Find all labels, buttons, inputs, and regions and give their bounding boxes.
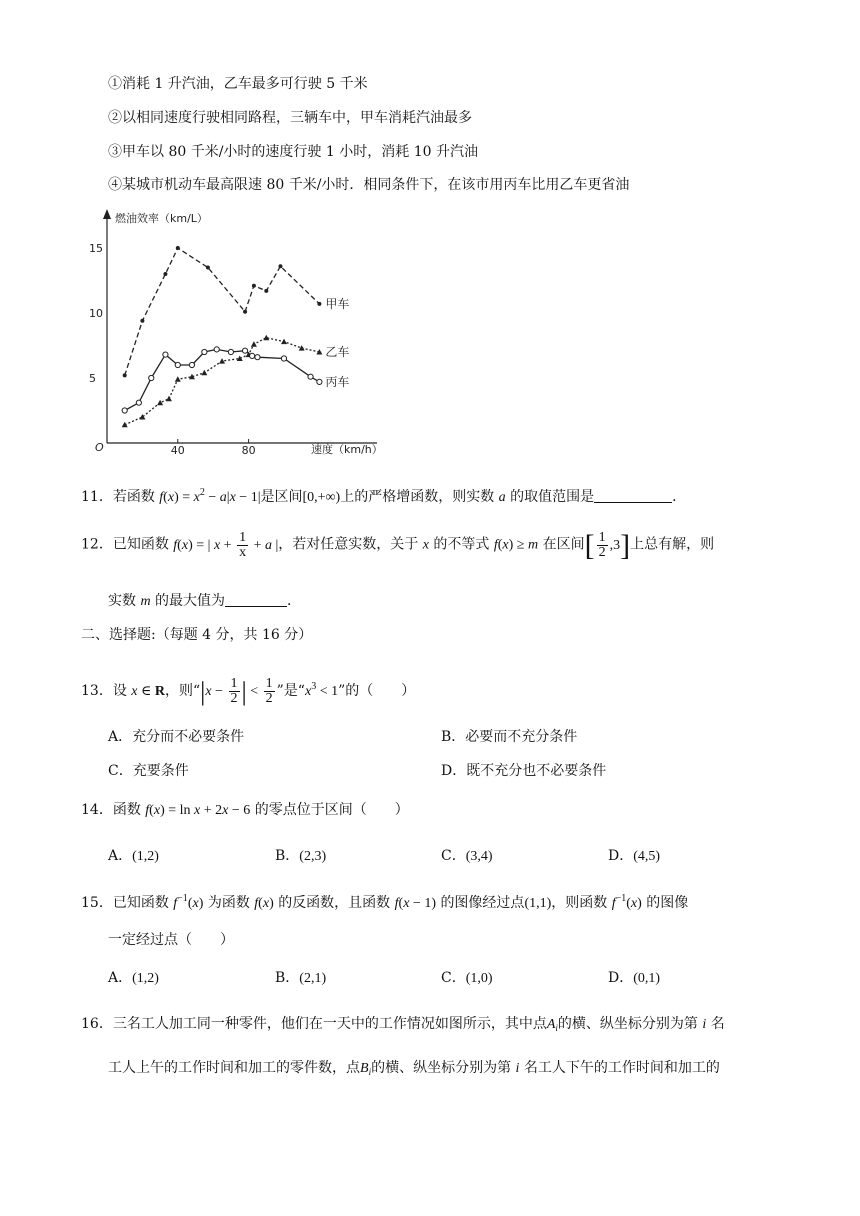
series-label: 乙车: [325, 345, 350, 359]
question-number: 12．: [81, 536, 113, 553]
question-number: 16．: [81, 1016, 113, 1032]
statement-1: ①消耗 1 升汽油，乙车最多可行驶 5 千米: [108, 76, 368, 92]
data-point: [228, 349, 233, 354]
q14-function: f(x) = ln x + 2x − 6: [145, 803, 251, 818]
q15-shifted: f(x − 1): [394, 896, 436, 911]
q13-option-c[interactable]: C．充要条件: [108, 763, 189, 779]
y-tick-label: 15: [89, 242, 103, 255]
question-15: 15．已知函数 $f^{-1}(x)$ 为函数 f(x) 的反函数，且函数 f(x − 1) 的图像经过点(1,1)，则函数 $f^{-1}(x)$ 的图像: [81, 893, 689, 911]
q13-set: x ∈ R: [131, 684, 165, 699]
chart-axes: [95, 209, 383, 455]
data-point: [149, 375, 154, 380]
origin-label: O: [95, 441, 104, 454]
y-tick-label: 5: [89, 372, 96, 385]
data-point: [175, 362, 180, 367]
question-16: 16．三名工人加工同一种零件，他们在一天中的工作情况如图所示，其中点$A_i$的横、纵坐标分别为第 i 名: [81, 1016, 725, 1033]
section-title: 二、选择题:（每题 4 分，共 16 分）: [81, 627, 313, 643]
series-line-1: [125, 248, 320, 375]
q12-interval: [ $\frac{1}{2}$ ,3]: [584, 528, 631, 562]
q11-text-pre: 若函数: [112, 489, 155, 505]
q13-condition-2: $x^3 < 1$: [304, 681, 339, 699]
data-point: [201, 370, 207, 376]
question-number: 13．: [81, 683, 113, 699]
data-point: [281, 356, 286, 361]
y-axis-label: 燃油效率（km/L）: [115, 212, 208, 225]
q12-function: f(x) = | x + $\frac{1}{x}$ + a |: [173, 530, 279, 560]
q11-text-3: 的取值范围是: [510, 489, 595, 505]
statement-4: ④某城市机动车最高限速 80 千米/小时．相同条件下，在该市用丙车比用乙车更省油: [108, 177, 630, 193]
q15-option-b[interactable]: B．(2,1): [275, 970, 327, 986]
data-point: [252, 284, 256, 288]
question-15-line-2: 一定经过点（ ）: [108, 932, 234, 948]
question-14: 14．函数 f(x) = ln x + 2x − 6 的零点位于区间（ ）: [81, 802, 409, 818]
data-point: [122, 422, 128, 428]
data-point: [263, 335, 269, 341]
q14-option-a[interactable]: A．(1,2): [108, 848, 159, 864]
data-point: [251, 341, 257, 347]
q11-var-a: a: [498, 490, 506, 505]
q15-option-c[interactable]: C．(1,0): [441, 970, 493, 986]
series-label: 丙车: [325, 374, 350, 389]
data-point: [140, 319, 144, 323]
answer-blank[interactable]: [225, 592, 287, 607]
q11-function: $f(x) = x^2 - a|x - 1|$: [159, 487, 261, 505]
q12-text-1: ，若对任意实数，关于: [278, 536, 419, 553]
question-number: 14．: [81, 802, 113, 818]
data-point: [255, 355, 260, 360]
q12-text-3: 在区间: [542, 536, 585, 553]
data-point: [122, 408, 127, 413]
data-point: [202, 349, 207, 354]
data-point: [264, 289, 268, 293]
fuel-efficiency-chart: [85, 205, 385, 455]
q13-condition-1: |x − $\frac{1}{2}$ | < $\frac{1}{2}$: [200, 676, 273, 707]
x-tick-label: 40: [170, 444, 185, 455]
data-point: [163, 352, 168, 357]
q12-var-x: x: [422, 537, 429, 553]
y-tick-label: 10: [89, 307, 103, 320]
q12-text-4: 上总有解，则: [630, 536, 715, 553]
q16-point-b: $B_i$: [360, 1061, 372, 1077]
question-11: 11．若函数 $f(x) = x^2 - a|x - 1|$是区间[0,+∞)上的严格增函数，则实数 a 的取值范围是 ．: [81, 487, 687, 505]
q13-option-d[interactable]: D．既不充分也不必要条件: [441, 763, 607, 779]
q16-point-a: $A_i$: [546, 1017, 558, 1033]
data-point: [176, 246, 180, 250]
data-point: [175, 376, 181, 382]
data-point: [189, 362, 194, 367]
q14-option-d[interactable]: D．(4,5): [608, 848, 661, 864]
q14-option-c[interactable]: C．(3,4): [441, 848, 493, 864]
data-point: [139, 414, 145, 420]
question-number: 15．: [81, 895, 113, 911]
question-12: [81, 528, 715, 562]
data-point: [308, 374, 313, 379]
series-label: 甲车: [325, 296, 350, 311]
q15-inverse: $f^{-1}(x)$: [173, 893, 204, 911]
q13-option-a[interactable]: A．充分而不必要条件: [108, 729, 245, 745]
y-axis-arrow: [103, 209, 111, 219]
question-13: 13．设 x ∈ R，则“|x − $\frac{1}{2}$ | < $\frac{1}{2}$ ”是“$x^3 < 1$”的（ ）: [81, 676, 416, 707]
data-point: [278, 264, 282, 268]
q11-text-1: 是区间: [260, 489, 303, 505]
q11-text-2: 上的严格增函数，则实数: [340, 489, 495, 505]
answer-blank[interactable]: [594, 488, 672, 503]
data-point: [317, 302, 321, 306]
q15-option-d[interactable]: D．(0,1): [608, 970, 661, 986]
x-axis-label: 速度（km/h）: [311, 443, 383, 455]
q15-function: f(x): [254, 896, 274, 911]
question-number: 11．: [81, 489, 113, 505]
q12-text-pre: 已知函数: [112, 536, 169, 553]
data-point: [166, 396, 172, 402]
q13-option-b[interactable]: B．必要而不充分条件: [441, 729, 578, 745]
q12-var-m: m: [140, 594, 151, 609]
x-tick-label: 80: [241, 444, 256, 455]
data-point: [136, 400, 141, 405]
q15-point: (1,1): [524, 896, 552, 911]
data-point: [163, 272, 167, 276]
statement-2: ②以相同速度行驶相同路程，三辆车中，甲车消耗汽油最多: [108, 110, 472, 126]
q12-text-2: 的不等式: [433, 536, 490, 553]
data-point: [243, 310, 247, 314]
question-12-line-2: 实数 m 的最大值为 ．: [108, 593, 302, 609]
data-point: [250, 353, 255, 358]
data-point: [281, 339, 287, 345]
data-point: [206, 266, 210, 270]
q15-option-a[interactable]: A．(1,2): [108, 970, 159, 986]
data-point: [242, 348, 247, 353]
q11-interval: [0,+∞): [302, 490, 341, 505]
question-16-line-2: 工人上午的工作时间和加工的零件数，点$B_i$的横、纵坐标分别为第 i 名工人下午的工作时间和加工的: [108, 1060, 720, 1077]
data-point: [219, 358, 225, 364]
data-point: [214, 347, 219, 352]
data-point: [123, 373, 127, 377]
q12-inequality: f(x) ≥ m: [493, 537, 539, 553]
q14-option-b[interactable]: B．(2,3): [275, 848, 327, 864]
statement-3: ③甲车以 80 千米/小时的速度行驶 1 小时，消耗 10 升汽油: [108, 144, 478, 160]
data-point: [317, 379, 322, 384]
q15-inverse-2: $f^{-1}(x)$: [611, 893, 642, 911]
